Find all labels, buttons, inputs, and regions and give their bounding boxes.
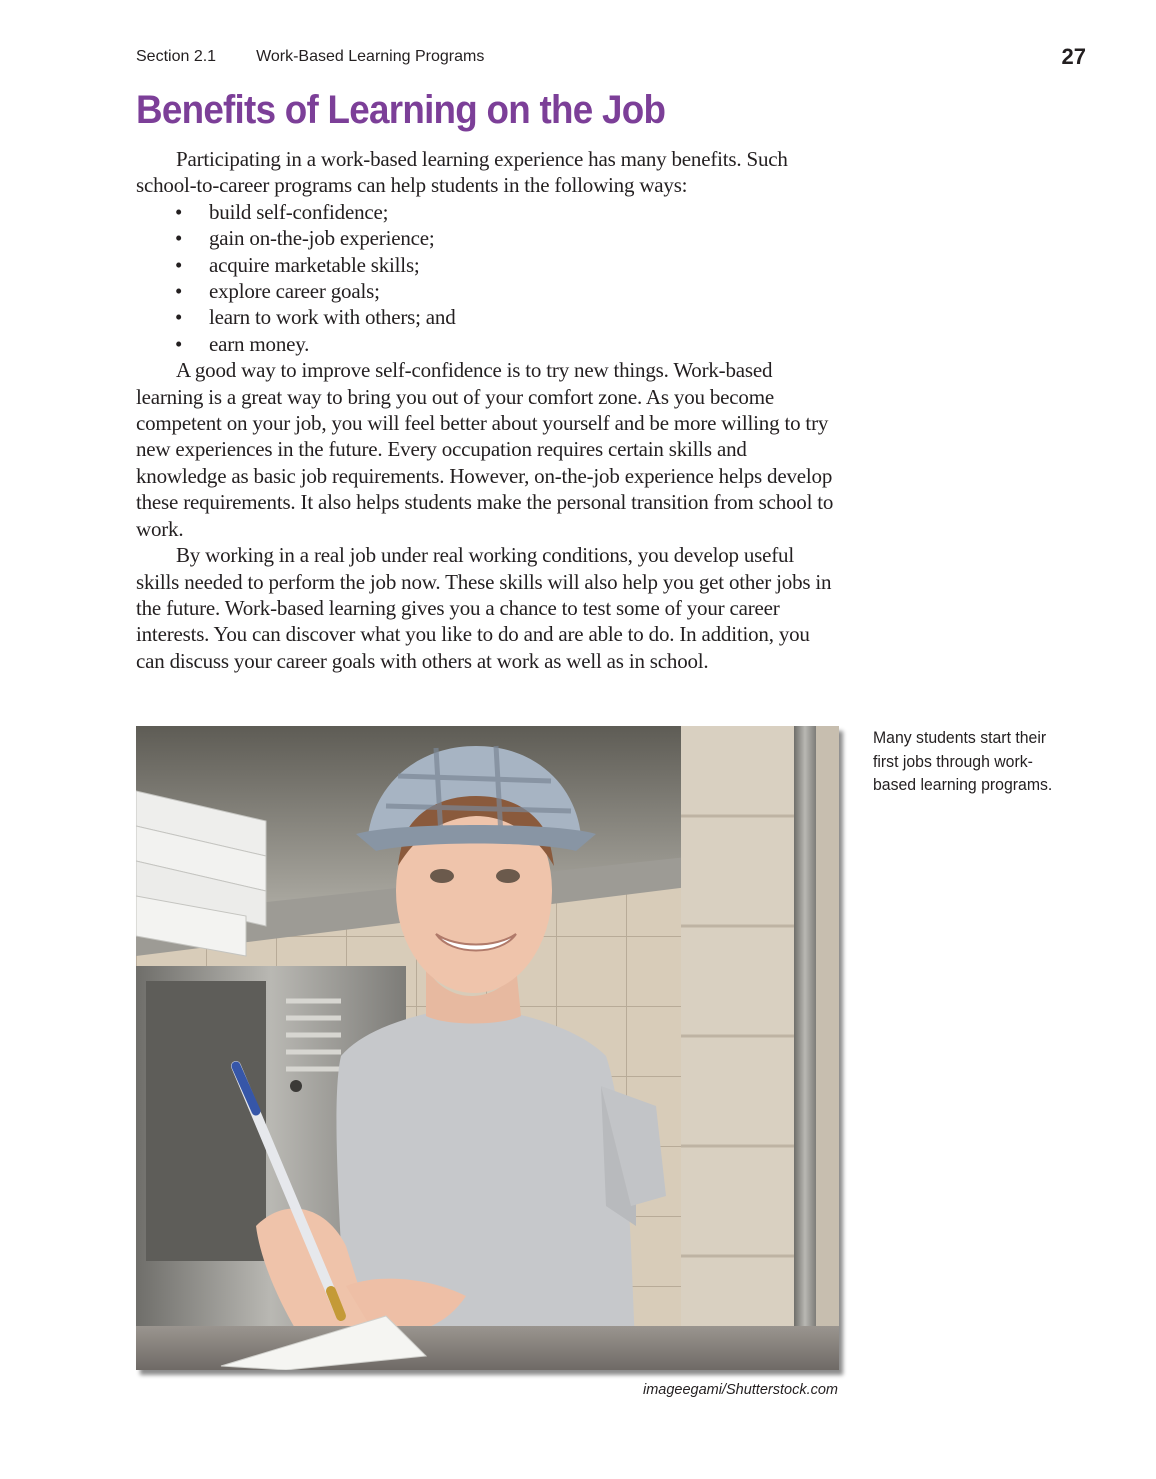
paragraph-self-confidence: A good way to improve self-confidence is to try new things. Work-based learning is a great way to bring you out of your comfort zone. As you become competent on your job, you will feel better about yourself and be more willing to try new experiences in the future. Every occupation requires certain skills and knowledge as basic job requirements. However, on-the-job experience helps develop these requirements. It also helps students make the personal transition from school to work. [136,358,834,541]
bullet-glyph: • [175,305,183,330]
bullet-glyph: • [175,252,183,277]
page-heading: Benefits of Learning on the Job [136,88,666,132]
list-item-text: earn money. [209,331,310,356]
bullet-glyph: • [175,199,183,224]
list-item [136,199,842,225]
intro-paragraph: Participating in a work-based learning experience has many benefits. Such school-to-career programs can help students in the following ways: [136,147,788,198]
bullet-glyph: • [175,226,183,251]
running-head [136,48,484,66]
section-number: Section 2.1 [136,48,217,65]
section-title: Work-Based Learning Programs [256,48,485,65]
list-item-text: explore career goals; [209,279,380,304]
list-item [136,225,842,251]
benefits-list [136,199,842,357]
body-text [136,146,842,674]
page-number: 27 [1061,44,1086,69]
bullet-glyph: • [175,331,183,356]
figure-caption: Many students start their first jobs through work-based learning programs. [873,728,1053,794]
list-item [136,278,842,304]
list-item-text: gain on-the-job experience; [209,226,435,251]
bullet-glyph: • [175,279,183,304]
photo-illustration [136,726,839,1370]
paragraph-real-job: By working in a real job under real working conditions, you develop useful skills needed to perform the job now. These skills will also help you get other jobs in the future. Work-based learning gives you a chance to test some of your career interests. You can discover what you like to do and are able to do. In addition, you can discuss your career goals with others at work as well as in school. [136,543,832,673]
list-item-text: build self-confidence; [209,199,389,224]
list-item-text: acquire marketable skills; [209,252,420,277]
figure-photo [136,726,839,1370]
list-item [136,331,842,357]
list-item [136,252,842,278]
photo-credit: imageegami/Shutterstock.com [642,1382,838,1398]
list-item [136,304,842,330]
list-item-text: learn to work with others; and [209,305,456,330]
